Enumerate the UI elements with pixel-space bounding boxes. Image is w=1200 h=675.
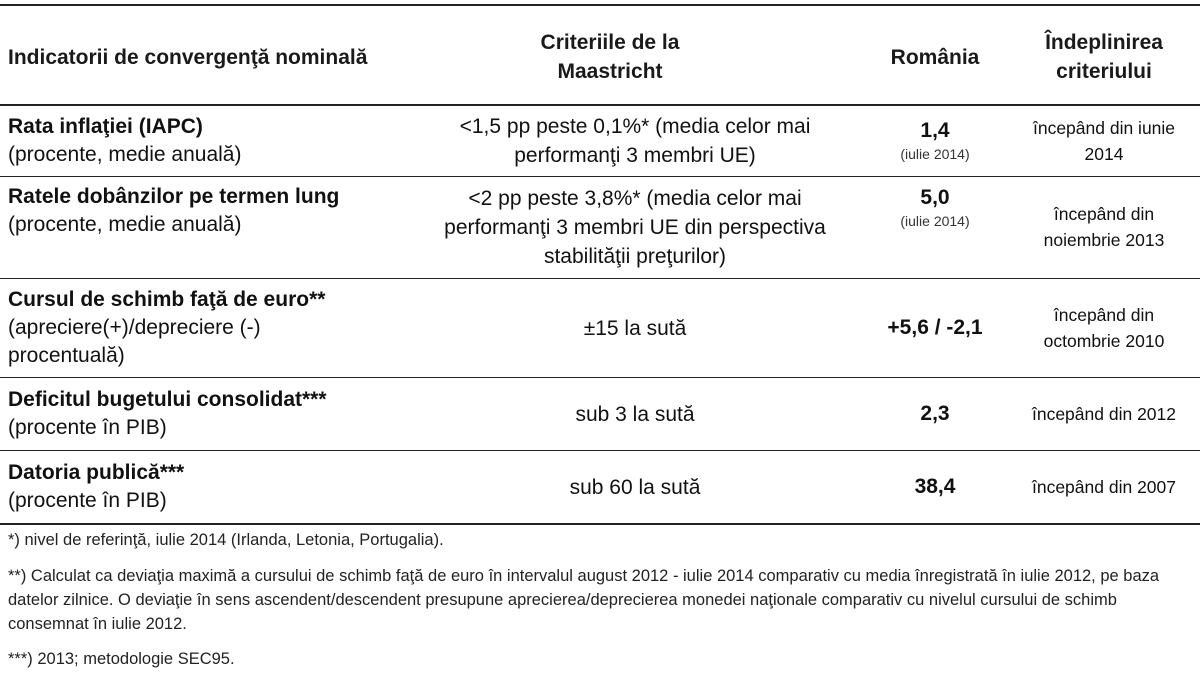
header-top-rule: [0, 4, 1200, 6]
criterion-text: sub 3 la sută: [575, 402, 695, 426]
header-fulfillment: [1022, 14, 1186, 100]
table-header: [0, 14, 1200, 100]
criterion-cell: [415, 177, 855, 277]
romania-value: +5,6 / -2,1: [887, 316, 983, 339]
romania-value: 1,4: [920, 119, 950, 142]
criterion-text: <2 pp peste 3,8%* (media celor mai performanţi 3 membri UE din perspectiva stabilităţii preţurilor): [444, 186, 826, 268]
romania-period: (iulie 2014): [900, 213, 970, 229]
criterion-text: ±15 la sută: [583, 316, 687, 340]
table-row-public-debt: [0, 451, 1200, 523]
criterion-text: <1,5 pp peste 0,1%* (media celor mai performanţi 3 membri UE): [459, 115, 811, 167]
indicator-cell: [8, 279, 413, 377]
indicator-cell: [8, 451, 413, 523]
fulfillment-text: începând din 2007: [1031, 477, 1177, 497]
fulfillment-text: începând din iunie 2014: [1032, 118, 1176, 164]
indicator-name: Rata inflaţiei (IAPC): [8, 115, 203, 138]
romania-cell: [862, 378, 1008, 450]
romania-value: 5,0: [920, 186, 950, 209]
indicator-name: Datoria publică***: [8, 461, 185, 484]
footnote-1: *) nivel de referinţă, iulie 2014 (Irlanda, Letonia, Portugalia).: [8, 531, 444, 549]
header-romania: [862, 14, 1008, 100]
fulfillment-cell: [1016, 279, 1192, 377]
indicator-name: Deficitul bugetului consolidat***: [8, 388, 327, 411]
romania-cell: [862, 451, 1008, 523]
romania-period: (iulie 2014): [900, 146, 970, 162]
footnote-3: ***) 2013; metodologie SEC95.: [8, 650, 235, 668]
indicator-unit: (apreciere(+)/depreciere (-) procentuală): [8, 316, 261, 367]
criterion-cell: [415, 106, 855, 176]
fulfillment-cell: [1016, 106, 1192, 176]
header-fulfillment-label: Îndeplinirea criteriului: [1045, 31, 1163, 83]
table-row-exchange-rate: [0, 279, 1200, 377]
indicator-unit: (procente, medie anuală): [8, 213, 242, 236]
indicator-name: Cursul de schimb faţă de euro**: [8, 288, 326, 311]
romania-cell: [862, 106, 1008, 176]
fulfillment-cell: [1016, 177, 1192, 277]
header-indicators: [8, 14, 368, 100]
fulfillment-text: începând din 2012: [1031, 404, 1177, 424]
indicator-cell: [8, 106, 413, 176]
table-row-inflation: [0, 106, 1200, 176]
romania-cell: [862, 279, 1008, 377]
fulfillment-text: începând din noiembrie 2013: [1043, 204, 1165, 250]
indicator-unit: (procente în PIB): [8, 489, 167, 512]
table-row-budget-deficit: [0, 378, 1200, 450]
table-bottom-rule: [0, 523, 1200, 525]
criterion-cell: [415, 279, 855, 377]
romania-value: 2,3: [920, 402, 950, 425]
indicator-unit: (procente în PIB): [8, 416, 167, 439]
romania-value: 38,4: [914, 475, 956, 498]
indicator-unit: (procente, medie anuală): [8, 143, 242, 166]
header-criteria-label: Criteriile de la Maastricht: [540, 31, 680, 83]
fulfillment-text: începând din octombrie 2010: [1043, 305, 1165, 351]
fulfillment-cell: [1016, 451, 1192, 523]
fulfillment-cell: [1016, 378, 1192, 450]
indicator-name: Ratele dobânzilor pe termen lung: [8, 185, 340, 208]
romania-cell: [862, 177, 1008, 231]
criterion-text: sub 60 la sută: [569, 475, 701, 499]
header-romania-label: România: [890, 45, 980, 69]
header-criteria: [490, 14, 730, 100]
criterion-cell: [415, 378, 855, 450]
indicator-cell: [8, 177, 413, 239]
criterion-cell: [415, 451, 855, 523]
footnote-2: **) Calculat ca deviaţia maximă a cursului de schimb faţă de euro în intervalul august 2012 - iulie 2014 comparativ cu media înregistrată în iulie 2012, pe baza datelor zilnice. O deviaţie în sens ascendent/descendent presupune aprecierea/deprecierea monedei naţionale comparativ cu nivelul cursului de schimb consemnat în iulie 2012.: [8, 567, 1160, 633]
indicator-cell: [8, 378, 413, 450]
table-row-long-term-rates: [0, 177, 1200, 277]
header-indicators-label: Indicatorii de convergenţă nominală: [8, 45, 368, 69]
